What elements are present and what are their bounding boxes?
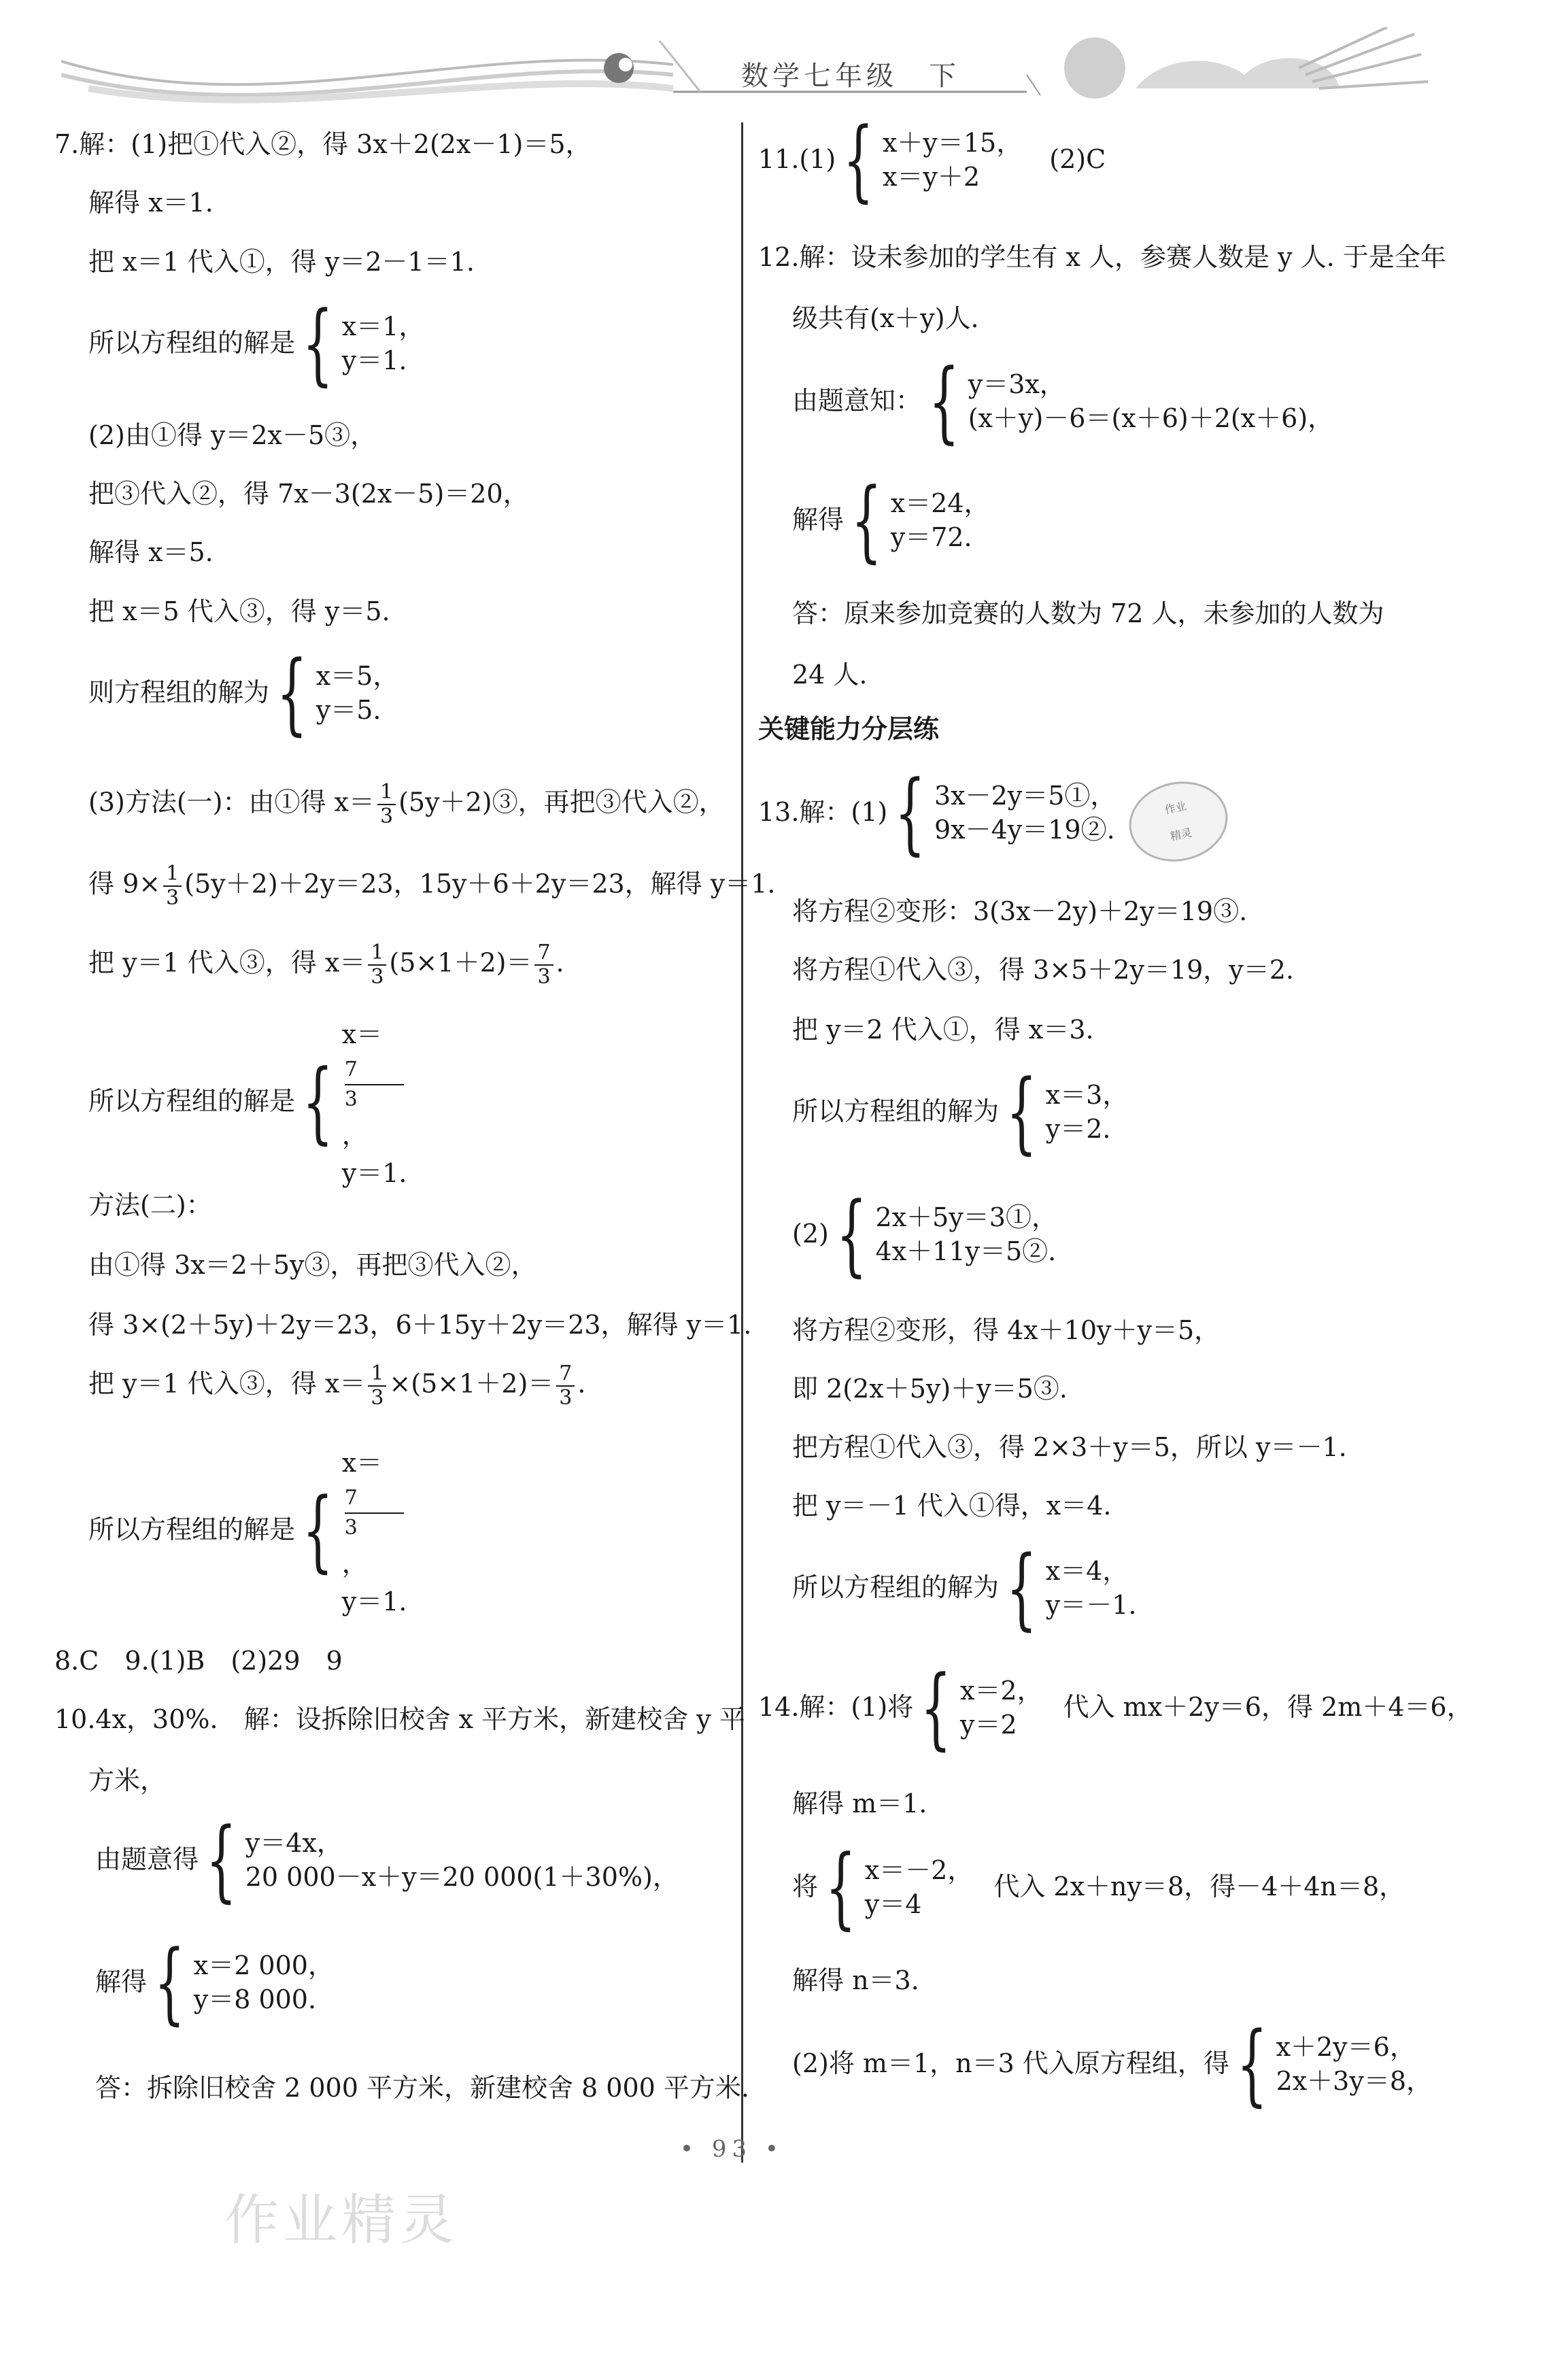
text-segment: . xyxy=(577,1368,586,1399)
text-segment: (5y＋2)③，再把③代入②， xyxy=(398,787,725,817)
system-equations xyxy=(342,309,425,377)
fraction xyxy=(368,943,386,987)
brace-icon: { xyxy=(928,350,960,453)
text-line: 由①得 3x＝2＋5y③，再把③代入②， xyxy=(88,1250,537,1280)
system-prefix: 由题意得 xyxy=(95,1844,199,1875)
denominator: 3 xyxy=(371,965,384,989)
text-line: 即 2(2x＋5y)＋y＝5③. xyxy=(792,1374,1068,1404)
equation: 4x＋11y＝5②. xyxy=(875,1236,1057,1266)
brace-icon: { xyxy=(302,292,334,395)
equation: y＝2. xyxy=(1045,1114,1111,1144)
system-equations xyxy=(865,1853,974,1921)
text-segment: ×(5×1＋2)＝ xyxy=(389,1368,554,1399)
system-prefix: 解得 xyxy=(95,1967,148,1997)
equation: x＝5， xyxy=(316,661,399,691)
system-equations xyxy=(891,486,990,554)
header-title: 数学七年级 下 xyxy=(741,61,960,92)
equation: y＝4x， xyxy=(245,1828,343,1858)
equation-system xyxy=(792,1060,1129,1164)
text-segment: ， xyxy=(341,1549,368,1578)
equation: y＝－1. xyxy=(1045,1590,1137,1620)
equation-system xyxy=(88,641,399,745)
text-segment: (5×1＋2)＝ xyxy=(389,947,532,978)
text-line: 解得 x＝1. xyxy=(88,188,214,218)
equation: x＝4， xyxy=(1045,1556,1129,1586)
equation: y＝4 xyxy=(864,1889,922,1919)
system-equations xyxy=(1046,1078,1129,1146)
denominator: 3 xyxy=(380,805,394,828)
numerator: 7 xyxy=(345,1055,405,1085)
brace-icon: { xyxy=(205,1808,237,1912)
page-number: • 93 • xyxy=(680,2135,784,2163)
text-segment: . xyxy=(556,947,564,978)
equation: 3x－2y＝5①， xyxy=(934,781,1117,811)
system-prefix: 由题意知： xyxy=(792,386,922,416)
numerator: 1 xyxy=(163,864,182,887)
brace-icon: { xyxy=(894,761,926,864)
text-line: 10.4x，30%. 解：设拆除旧校舍 x 平方米，新建校舍 y 平 xyxy=(54,1704,745,1734)
brace-icon: { xyxy=(920,1656,952,1759)
text-line: 方米， xyxy=(88,1765,167,1795)
system-equations xyxy=(883,126,1022,194)
brace-icon: { xyxy=(836,1183,867,1286)
text-segment: 得 9× xyxy=(88,868,161,899)
equation: x＝1， xyxy=(341,311,425,341)
system-prefix: (2)将 m＝1，n＝3 代入原方程组，得 xyxy=(792,2048,1229,2079)
system-equations xyxy=(934,779,1116,847)
equation-system xyxy=(792,350,1334,453)
system-equations xyxy=(245,1826,679,1894)
equation-system xyxy=(88,1442,407,1619)
equation: 2x＋5y＝3①， xyxy=(875,1202,1057,1232)
system-prefix: 解得 xyxy=(792,505,845,535)
text-line: 把 x＝5 代入③，得 y＝5. xyxy=(88,596,390,626)
denominator: 3 xyxy=(344,1516,358,1540)
denominator: 3 xyxy=(371,1386,384,1410)
text-line: 7.解：(1)把①代入②，得 3x＋2(2x－1)＝5， xyxy=(54,129,592,159)
text-line: 解得 m＝1. xyxy=(792,1789,927,1819)
text-line xyxy=(88,1361,586,1410)
text-line: 答：原来参加竞赛的人数为 72 人，未参加的人数为 xyxy=(792,598,1384,628)
equation-system xyxy=(792,2012,1433,2116)
text-segment: (2)C xyxy=(1049,144,1106,175)
system-equations xyxy=(1276,2030,1432,2098)
system-prefix: 所以方程组的解是 xyxy=(88,1515,296,1545)
equation: 2x＋3y＝8， xyxy=(1276,2066,1433,2096)
system-equations xyxy=(1046,1554,1137,1622)
equation: (x＋y)－6＝(x＋6)＋2(x＋6)， xyxy=(968,403,1334,433)
equation: x＝－2， xyxy=(864,1855,974,1885)
equation: y＝2 xyxy=(959,1710,1017,1740)
equation: y＝1. xyxy=(341,1158,407,1188)
brace-icon: { xyxy=(851,469,883,572)
equation: x＋2y＝6， xyxy=(1276,2032,1416,2062)
equation: y＝72. xyxy=(890,522,972,552)
fraction xyxy=(377,782,396,827)
text-line: 24 人. xyxy=(792,660,868,690)
system-prefix: (2) xyxy=(792,1219,829,1249)
fraction xyxy=(534,943,553,987)
denominator: 3 xyxy=(166,886,180,910)
equation: x＝24， xyxy=(890,488,990,518)
numerator: 1 xyxy=(377,782,396,805)
brace-icon: { xyxy=(1236,2012,1267,2116)
text-segment: ， xyxy=(341,1120,368,1150)
brace-icon: { xyxy=(1006,1060,1038,1164)
denominator: 3 xyxy=(537,965,551,989)
fraction xyxy=(556,1361,575,1410)
system-prefix: 所以方程组的解是 xyxy=(88,328,296,358)
numerator: 7 xyxy=(556,1364,575,1387)
text-segment: 代入 mx＋2y＝6，得 2m＋4＝6， xyxy=(1063,1692,1473,1723)
brace-icon: { xyxy=(302,1478,334,1582)
page-header xyxy=(61,27,1442,116)
section-title: 关键能力分层练 xyxy=(758,714,940,744)
equation-system xyxy=(792,1536,1137,1640)
text-segment: (5y＋2)＋2y＝23，15y＋6＋2y＝23，解得 y＝1. xyxy=(184,868,776,899)
numerator: 7 xyxy=(534,943,553,966)
equation-system xyxy=(758,761,1117,864)
text-line xyxy=(88,782,725,827)
equation: y＝1. xyxy=(341,345,407,375)
equation: x＝2， xyxy=(959,1676,1043,1706)
watermark: 作业精灵 xyxy=(224,2188,458,2252)
numerator: 1 xyxy=(368,943,386,966)
system-prefix: 则方程组的解为 xyxy=(88,677,270,708)
text-segment: x＝ xyxy=(341,1019,383,1049)
stamp-text: 作业 xyxy=(1163,799,1188,817)
system-equations xyxy=(342,1442,407,1619)
system-prefix: 将 xyxy=(792,1872,819,1902)
fraction xyxy=(345,1480,405,1546)
text-line: 8.C 9.(1)B (2)29 9 xyxy=(54,1646,343,1676)
text-line xyxy=(88,864,775,909)
denominator: 3 xyxy=(344,1087,358,1111)
numerator: 1 xyxy=(368,1364,386,1387)
text-segment: (3)方法(一)：由①得 x＝ xyxy=(88,787,375,817)
system-equations xyxy=(876,1200,1057,1268)
system-prefix: 所以方程组的解是 xyxy=(88,1086,296,1117)
text-line: 方法(二)： xyxy=(88,1190,212,1220)
text-line: 级共有(x＋y)人. xyxy=(792,303,979,333)
equation: x＝2 000， xyxy=(193,1950,334,1980)
system-prefix: 11.(1) xyxy=(758,144,836,175)
brace-icon: { xyxy=(825,1836,857,1939)
system-equations xyxy=(960,1674,1043,1742)
equation-system xyxy=(88,1013,407,1190)
equation-system xyxy=(792,1183,1057,1286)
system-equations xyxy=(316,659,399,727)
text-segment: 把 y＝1 代入③，得 x＝ xyxy=(88,1368,366,1399)
text-line: 解得 n＝3. xyxy=(792,1965,919,1995)
brace-icon: { xyxy=(1006,1536,1038,1640)
numerator: 7 xyxy=(345,1484,405,1514)
text-line: 把方程①代入③，得 2×3＋y＝5，所以 y＝－1. xyxy=(792,1432,1347,1462)
fraction xyxy=(163,864,182,909)
text-line xyxy=(88,943,564,987)
equation-system xyxy=(792,469,990,572)
equation: y＝5. xyxy=(316,695,381,725)
text-line: 将方程②变形：3(3x－2y)＋2y＝19③. xyxy=(792,896,1248,926)
equation: x＋y＝15， xyxy=(882,128,1023,158)
text-line: 12.解：设未参加的学生有 x 人，参赛人数是 y 人. 于是全年 xyxy=(758,242,1446,272)
system-prefix: 所以方程组的解为 xyxy=(792,1572,1000,1603)
text-line: 答：拆除旧校舍 2 000 平方米，新建校舍 8 000 平方米. xyxy=(95,2073,749,2103)
equation-system xyxy=(792,1836,1405,1939)
system-prefix: 14.解：(1)将 xyxy=(758,1692,914,1723)
stamp-text: 精灵 xyxy=(1169,826,1193,843)
equation-system xyxy=(758,108,1106,212)
brace-icon: { xyxy=(276,641,308,745)
text-segment: 把 y＝1 代入③，得 x＝ xyxy=(88,947,366,978)
equation: y＝3x， xyxy=(968,369,1066,399)
equation-system xyxy=(758,1656,1473,1759)
text-line: 把③代入②，得 7x－3(2x－5)＝20， xyxy=(88,479,529,509)
equation: y＝8 000. xyxy=(193,1984,317,2014)
system-prefix: 所以方程组的解为 xyxy=(792,1096,1000,1127)
equation xyxy=(342,1442,407,1585)
equation-system xyxy=(88,292,425,395)
brace-icon: { xyxy=(302,1050,334,1153)
text-line: 将方程①代入③，得 3×5＋2y＝19，y＝2. xyxy=(792,955,1294,985)
text-line: 把 x＝1 代入①，得 y＝2－1＝1. xyxy=(88,247,475,277)
stamp-logo xyxy=(1122,773,1235,870)
text-line: 得 3×(2＋5y)＋2y＝23，6＋15y＋2y＝23，解得 y＝1. xyxy=(88,1310,752,1340)
system-prefix: 13.解：(1) xyxy=(758,797,888,828)
column-divider xyxy=(741,122,743,2163)
equation: y＝1. xyxy=(341,1587,407,1617)
equation xyxy=(342,1013,407,1156)
system-equations xyxy=(194,1948,334,2016)
fraction xyxy=(368,1361,386,1410)
fraction xyxy=(345,1051,405,1118)
system-equations xyxy=(342,1013,407,1190)
equation: 20 000－x＋y＝20 000(1＋30%)， xyxy=(245,1862,679,1892)
text-segment: x＝ xyxy=(341,1448,383,1478)
text-line: 解得 x＝5. xyxy=(88,537,214,567)
text-line: 将方程②变形，得 4x＋10y＋y＝5， xyxy=(792,1315,1221,1345)
text-line: (2)由①得 y＝2x－5③， xyxy=(88,420,377,450)
equation-system xyxy=(95,1931,334,2034)
text-line: 把 y＝2 代入①，得 x＝3. xyxy=(792,1015,1094,1045)
brace-icon: { xyxy=(842,108,874,212)
text-line: 把 y＝－1 代入①得，x＝4. xyxy=(792,1491,1112,1521)
brace-icon: { xyxy=(154,1931,186,2034)
text-segment: 代入 2x＋ny＝8，得－4＋4n＝8， xyxy=(993,1872,1405,1902)
denominator: 3 xyxy=(559,1386,573,1410)
equation: x＝3， xyxy=(1045,1080,1129,1110)
equation: 9x－4y＝19②. xyxy=(934,815,1115,845)
equation: x＝y＋2 xyxy=(882,162,981,192)
equation-system xyxy=(95,1808,679,1912)
system-equations xyxy=(968,367,1333,435)
